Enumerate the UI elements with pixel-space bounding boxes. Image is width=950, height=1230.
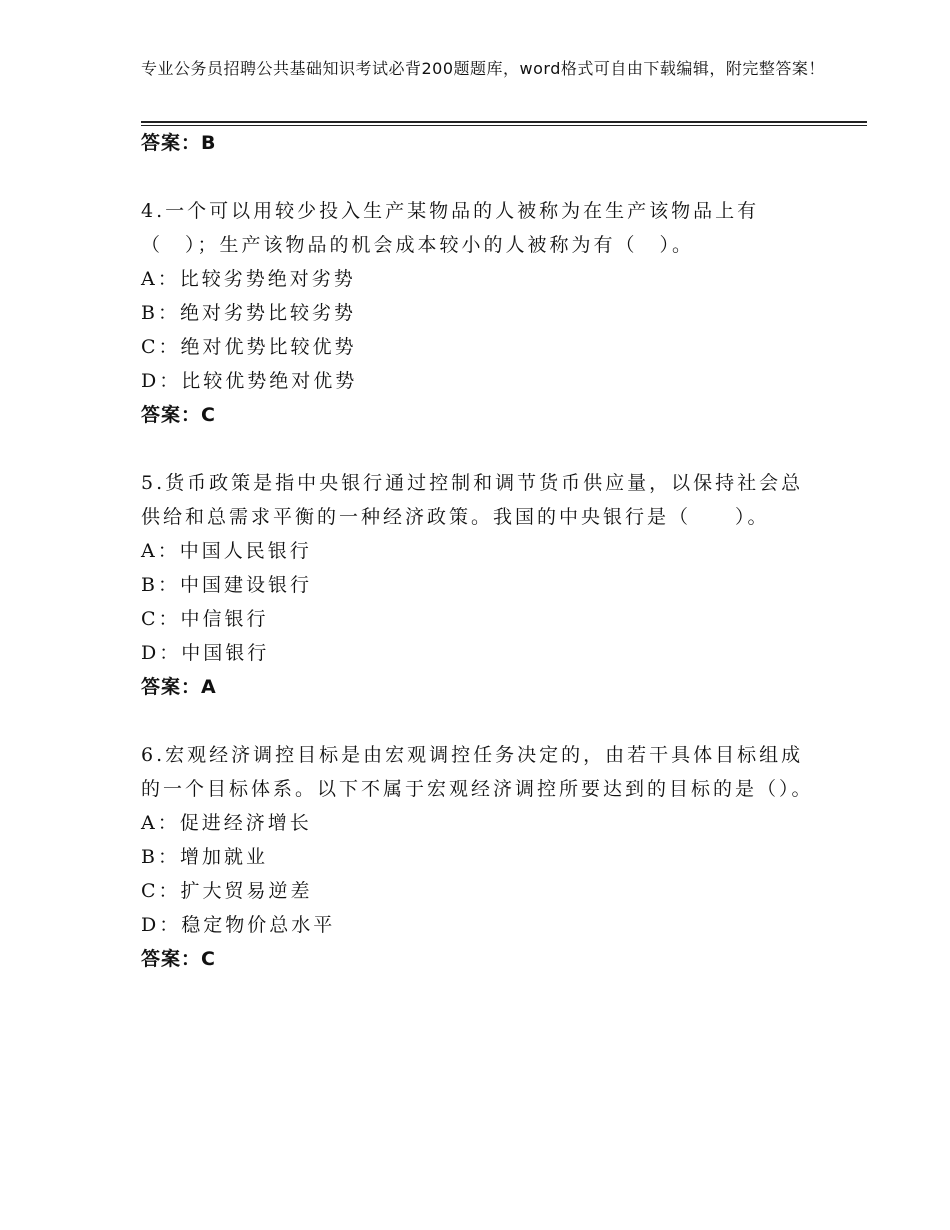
option-a: A：促进经济增长 <box>141 812 312 834</box>
question-stem: 6.宏观经济调控目标是由宏观调控任务决定的，由若干具体目标组成的一个目标体系。以下不属于宏观经济调控所要达到的目标的是（）。 <box>141 744 814 800</box>
page-header: 专业公务员招聘公共基础知识考试必背200题题库，word格式可自由下载编辑，附完整答案！ <box>141 59 825 78</box>
answer-line: 答案：C <box>141 948 216 970</box>
answer-line: 答案：B <box>141 132 217 154</box>
question-5 <box>141 466 821 704</box>
option-d: D：中国银行 <box>141 642 270 664</box>
answer-line: 答案：C <box>141 404 216 426</box>
header-rule-thick <box>141 121 867 123</box>
option-b: B：中国建设银行 <box>141 574 312 596</box>
option-c: C：绝对优势比较优势 <box>141 336 357 358</box>
question-stem: 5.货币政策是指中央银行通过控制和调节货币供应量，以保持社会总供给和总需求平衡的一种经济政策。我国的中央银行是（ ）。 <box>141 472 804 528</box>
question-6 <box>141 738 821 976</box>
question-stem: 4.一个可以用较少投入生产某物品的人被称为在生产该物品上有（ ）；生产该物品的机会成本较小的人被称为有（ ）。 <box>141 200 760 256</box>
answer-line: 答案：A <box>141 676 217 698</box>
question-4 <box>141 194 821 432</box>
option-c: C：中信银行 <box>141 608 269 630</box>
question-list <box>141 126 821 976</box>
option-b: B：绝对劣势比较劣势 <box>141 302 356 324</box>
option-a: A：中国人民银行 <box>141 540 312 562</box>
option-d: D：稳定物价总水平 <box>141 914 336 936</box>
option-c: C：扩大贸易逆差 <box>141 880 313 902</box>
option-d: D：比较优势绝对优势 <box>141 370 358 392</box>
option-b: B：增加就业 <box>141 846 268 868</box>
option-a: A：比较劣势绝对劣势 <box>141 268 356 290</box>
